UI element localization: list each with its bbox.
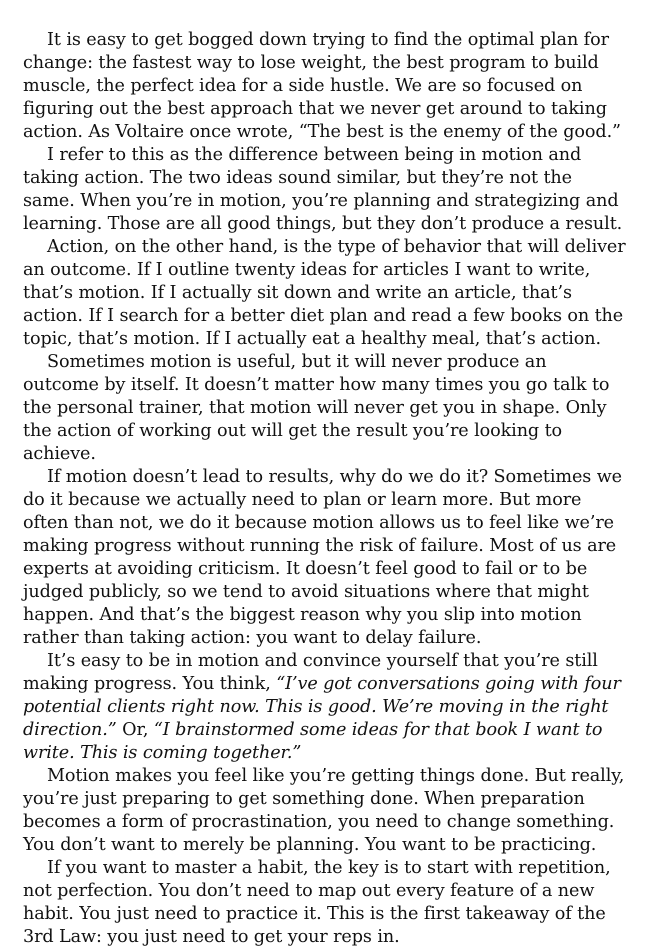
paragraph-text: Sometimes motion is useful, but it will never produce an outcome by itself. It doesn’t matter how many times you go talk to the personal trainer, that motion will never get you in shape. Only the action of working out will get the result you’re looking to achieve. (23, 352, 610, 464)
paragraph-text: Or, (116, 720, 154, 740)
body-paragraph (23, 351, 626, 466)
body-paragraph (23, 236, 626, 351)
italic-quote: “I brainstormed some ideas for that book I want to write. This is coming together.” (23, 720, 603, 763)
body-paragraph (23, 857, 626, 949)
italic-quote: “I’ve got conversations going with four potential clients right now. This is good. We’re moving in the right direction.” (23, 674, 621, 740)
paragraph-text: Action, on the other hand, is the type of behavior that will deliver an outcome. If I outline twenty ideas for articles I want to write, that’s motion. If I actually sit down and write an article, that’s action. If I search for a better diet plan and read a few books on the topic, that’s motion. If I actually eat a healthy meal, that’s action. (23, 237, 626, 349)
body-paragraph (23, 650, 626, 765)
paragraph-text: If you want to master a habit, the key is to start with repetition, not perfection. You don’t need to map out every feature of a new habit. You just need to practice it. This is the first takeaway of the 3rd Law: you just need to get your reps in. (23, 858, 611, 947)
paragraph-text: I refer to this as the difference between being in motion and taking action. The two ideas sound similar, but they’re not the same. When you’re in motion, you’re planning and strategizing and learning. Those are all good things, but they don’t produce a result. (23, 145, 623, 234)
paragraph-text: If motion doesn’t lead to results, why do we do it? Sometimes we do it because we actually need to plan or learn more. But more often than not, we do it because motion allows us to feel like we’re making progress without running the risk of failure. Most of us are experts at avoiding criticism. It doesn’t feel good to fail or to be judged publicly, so we tend to avoid situations where that might happen. And that’s the biggest reason why you slip into motion rather than taking action: you want to delay failure. (23, 467, 622, 648)
paragraph-text: Motion makes you feel like you’re getting things done. But really, you’re just preparing to get something done. When preparation becomes a form of procrastination, you need to change something. You don’t want to merely be planning. You want to be practicing. (23, 766, 625, 855)
body-text (23, 29, 626, 949)
body-paragraph (23, 144, 626, 236)
body-paragraph (23, 29, 626, 144)
body-paragraph (23, 765, 626, 857)
body-paragraph (23, 466, 626, 650)
paragraph-text: It’s easy to be in motion and convince yourself that you’re still making progress. You think, (23, 651, 598, 694)
paragraph-text: It is easy to get bogged down trying to find the optimal plan for change: the fastest way to lose weight, the best program to build muscle, the perfect idea for a side hustle. We are so focused on figuring out the best approach that we never get around to taking action. As Voltaire once wrote, “The best is the enemy of the good.” (23, 30, 621, 142)
